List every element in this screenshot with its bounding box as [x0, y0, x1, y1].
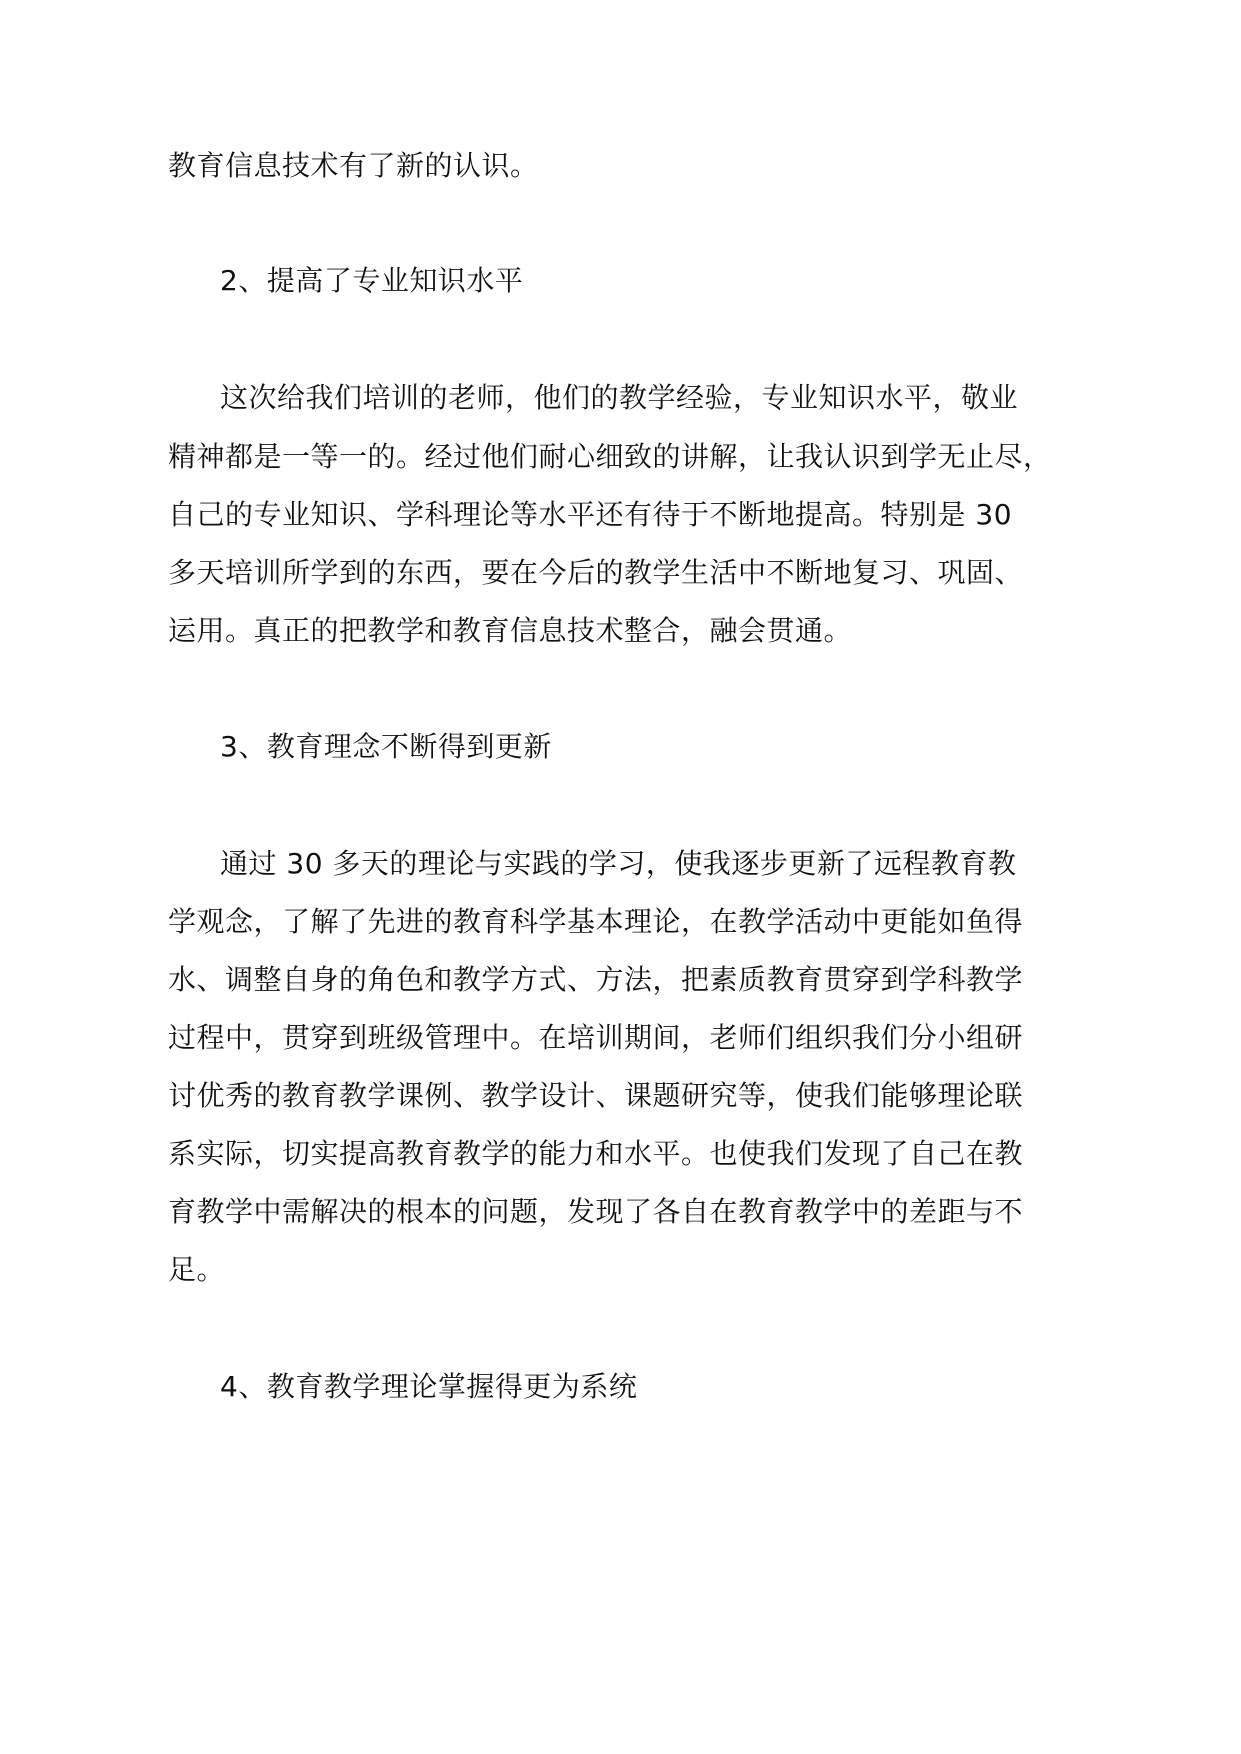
paragraph-line: 教育信息技术有了新的认识。 — [168, 149, 539, 182]
paragraph-line: 足。 — [168, 1253, 226, 1286]
section-heading: 4、教育教学理论掌握得更为系统 — [220, 1370, 638, 1403]
paragraph-line: 学观念，了解了先进的教育科学基本理论，在教学活动中更能如鱼得 — [168, 905, 1024, 938]
paragraph-line: 这次给我们培训的老师，他们的教学经验，专业知识水平，敬业 — [220, 381, 1019, 414]
paragraph-line: 通过 30 多天的理论与实践的学习，使我逐步更新了远程教育教 — [220, 847, 1017, 880]
paragraph-line: 讨优秀的教育教学课例、教学设计、课题研究等，使我们能够理论联 — [168, 1079, 1024, 1112]
paragraph-line: 精神都是一等一的。经过他们耐心细致的讲解，让我认识到学无止尽， — [168, 440, 1052, 473]
section-heading: 3、教育理念不断得到更新 — [220, 730, 552, 763]
paragraph-line: 运用。真正的把教学和教育信息技术整合，融会贯通。 — [168, 614, 853, 647]
paragraph-line: 育教学中需解决的根本的问题，发现了各自在教育教学中的差距与不 — [168, 1195, 1024, 1228]
paragraph-line: 自己的专业知识、学科理论等水平还有待于不断地提高。特别是 30 — [168, 498, 1013, 531]
paragraph-line: 系实际，切实提高教育教学的能力和水平。也使我们发现了自己在教 — [168, 1137, 1024, 1170]
section-heading: 2、提高了专业知识水平 — [220, 264, 524, 297]
paragraph-line: 多天培训所学到的东西，要在今后的教学生活中不断地复习、巩固、 — [168, 556, 1024, 589]
paragraph-line: 水、调整自身的角色和教学方式、方法，把素质教育贯穿到学科教学 — [168, 963, 1024, 996]
paragraph-line: 过程中，贯穿到班级管理中。在培训期间，老师们组织我们分小组研 — [168, 1021, 1024, 1054]
